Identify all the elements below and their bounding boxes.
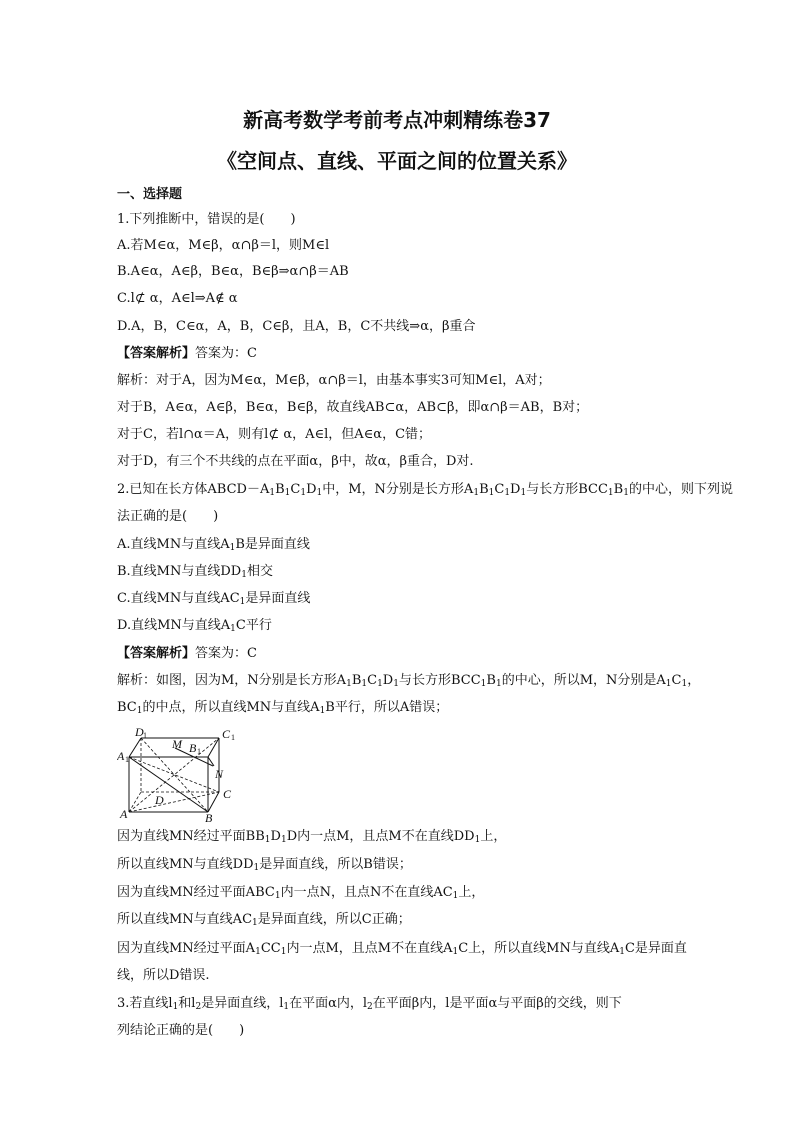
label-b: B	[205, 811, 213, 822]
cuboid-figure	[117, 728, 242, 822]
page-subtitle: 《空间点、直线、平面之间的位置关系》	[217, 149, 577, 173]
subscript: 1	[319, 706, 326, 716]
subscript: 1	[269, 488, 276, 498]
q2-proof-part: 是异面直线，所以C正确；	[257, 912, 411, 927]
q2-proof-part: 上，	[480, 829, 507, 844]
subscript: 1	[681, 679, 688, 689]
subscript: 1	[607, 488, 614, 498]
q2-answer	[117, 645, 257, 663]
label-b1: B	[189, 741, 197, 755]
label-c: C	[223, 787, 232, 801]
q2-stem: 2.已知在长方体$ABCD-A_1B_1C_1D_1$中，M，N分别是长方形$A_1B_1C_1D_1$与长方形$BCC_1B_1$的中心，则下列说	[117, 482, 733, 498]
q2-stem-line2: 法正确的是( )	[117, 509, 219, 524]
q2-option-c-part: 是异面直线	[245, 591, 311, 606]
q2-proof-part: 内一点M，且点M不在直线A	[286, 941, 453, 956]
q3-stem-part: 在平面β内，l是平面α与平面β的交线，则下	[372, 996, 622, 1011]
q1-option-c: C.l⊄ α，A∈l⇒A∉ α	[117, 291, 238, 306]
q1-answer-text: 答案为：C	[195, 346, 257, 361]
q3-stem-part: 在平面α内，l	[289, 996, 368, 1011]
edge-a1d1	[129, 738, 141, 757]
q2-exp-part: 与长方形BCC	[398, 673, 481, 688]
subscript: 1	[474, 835, 481, 845]
q2-option-c-part: C.直线MN与直线AC	[117, 591, 240, 606]
q1-explanation-1: 解析：对于A，因为M∈α，M∈β，α∩β＝l，由基本事实3可知M∈l，A对；	[117, 373, 551, 388]
q2-proof-part: 因为直线MN经过平面A	[117, 941, 256, 956]
subscript: 1	[280, 835, 287, 845]
subscript: 1	[623, 488, 629, 498]
subscript: 1	[283, 1002, 290, 1012]
page-title: 新高考数学考前考点冲刺精练卷37	[243, 108, 551, 132]
subscript: 1	[520, 488, 527, 498]
q2-proof-5	[117, 940, 687, 958]
q2-proof-3	[117, 884, 484, 902]
q1-option-d: D.A，B，C∈α，A，B，C∈β，且A，B，C不共线⇒α，β重合	[117, 319, 476, 334]
q2-proof-part: 内一点N，且点N不在直线AC	[280, 885, 453, 900]
q2-exp-part: B平行，所以A错误；	[325, 700, 449, 715]
label-sub: 1	[125, 755, 129, 764]
subscript: 1	[452, 947, 459, 957]
subscript: 1	[230, 624, 236, 634]
subscript: 1	[452, 891, 459, 901]
subscript: 1	[136, 706, 143, 716]
q2-proof-4	[117, 911, 411, 929]
q2-proof-part: 所以直线MN与直线DD	[117, 857, 254, 872]
q2-stem-part: 的中心，则下列说	[628, 482, 733, 497]
q2-exp-part: 解析：如图，因为M，N分别是长方形A	[117, 673, 347, 688]
q1-answer	[117, 345, 257, 363]
q2-option-b-part: 相交	[246, 564, 273, 579]
label-sub: 1	[231, 733, 235, 742]
subscript: 1	[300, 488, 307, 498]
subscript: 1	[274, 891, 281, 901]
q2-stem-part: 中，M，N分别是长方形A	[322, 482, 474, 497]
label-n: N	[215, 767, 224, 781]
q2-proof-part: CC	[260, 941, 281, 956]
q2-proof-part: D内一点M，且点M不在直线DD	[286, 829, 475, 844]
label-sub: 1	[143, 731, 147, 740]
subscript: 1	[241, 570, 247, 580]
label-a: A	[120, 807, 128, 821]
subscript: 1	[619, 947, 625, 957]
subscript: 1	[255, 947, 261, 957]
q2-proof-part: C是异面直	[624, 941, 687, 956]
subscript: 1	[346, 679, 352, 689]
q2-option-a-part: A.直线MN与直线A	[117, 537, 230, 552]
q2-explanation-1: 解析：如图，因为M，N分别是长方形$A_1B_1C_1D_1$与长方形$BCC_1B_1$的中心，所以M，N分别是$A_1C_1$，	[117, 673, 701, 689]
q2-option-b-part: B.直线MN与直线DD	[117, 564, 242, 579]
q2-proof-2	[117, 856, 412, 874]
q2-exp-part: BC	[117, 700, 137, 715]
q1-explanation-4: 对于D，有三个不共线的点在平面α，β中，故α，β重合，D对.	[117, 454, 474, 469]
subscript: 1	[665, 679, 672, 689]
subscript: 1	[316, 488, 323, 498]
subscript: 1	[504, 488, 511, 498]
q1-stem: 1.下列推断中，错误的是( )	[117, 212, 296, 227]
q1-option-a: A.若M∈α，M∈β，α∩β＝l，则M∈l	[117, 238, 330, 253]
subscript: 1	[280, 947, 287, 957]
q2-exp-part: ，	[687, 673, 701, 688]
subscript: 1	[495, 679, 502, 689]
q2-proof-part: 上，	[458, 885, 485, 900]
q2-option-d	[117, 617, 272, 635]
subscript: 1	[229, 543, 236, 553]
q2-proof-6: 线，所以D错误.	[117, 968, 210, 983]
q1-option-b: B.A∈α，A∈β，B∈α，B∈β⇒α∩β＝AB	[117, 264, 349, 279]
q2-option-b	[117, 563, 273, 581]
section-heading: 一、选择题	[117, 187, 183, 202]
q2-explanation-2	[117, 699, 448, 717]
subscript: 1	[361, 679, 368, 689]
answer-tag: 【答案解析】	[117, 346, 196, 361]
q3-stem-part: 3.若直线l	[117, 996, 173, 1011]
q2-stem-part: 与长方形BCC	[526, 482, 608, 497]
q2-proof-part: 所以直线MN与直线AC	[117, 912, 253, 927]
q2-proof-part: 因为直线MN经过平面BB	[117, 829, 265, 844]
q1-explanation-3: 对于C，若l∩α＝A，则有l⊄ α，A∈l，但A∈α，C错；	[117, 427, 432, 442]
edge-b1c1	[208, 738, 219, 757]
label-sub: 1	[197, 747, 201, 756]
label-d-bottom: D	[155, 793, 164, 807]
subscript: 2	[195, 1002, 202, 1012]
q2-option-d-part: D.直线MN与直线A	[117, 618, 231, 633]
q1-explanation-2: 对于B，A∈α，A∈β，B∈α，B∈β，故直线AB⊂α，AB⊂β，即α∩β＝AB，B对；	[117, 400, 589, 415]
q2-proof-part: C上，所以直线MN与直线A	[458, 941, 620, 956]
subscript: 1	[377, 679, 383, 689]
subscript: 1	[488, 488, 495, 498]
subscript: 1	[239, 597, 246, 607]
q2-option-a	[117, 536, 310, 554]
q2-option-a-part: B是异面直线	[235, 537, 310, 552]
subscript: 2	[367, 1002, 373, 1012]
answer-tag: 【答案解析】	[117, 646, 196, 661]
subscript: 1	[172, 1002, 179, 1012]
q2-exp-part: 的中点，所以直线MN与直线A	[142, 700, 320, 715]
q2-proof-1: 因为直线MN经过平面$BB_1D_1D$内一点M，且点M不在直线$DD_1$上，	[117, 829, 507, 845]
subscript: 1	[252, 918, 258, 928]
subscript: 1	[264, 835, 271, 845]
subscript: 1	[473, 488, 480, 498]
subscript: 1	[284, 488, 291, 498]
label-d: D	[135, 728, 144, 739]
q2-exp-part: 的中心，所以M，N分别是A	[501, 673, 666, 688]
q3-stem-part: 和l	[178, 996, 196, 1011]
q2-stem-part: 2.已知在长方体ABCD－A	[117, 482, 270, 497]
label-a1: A	[117, 749, 125, 763]
edge-bc	[208, 792, 219, 812]
q3-stem-line2: 列结论正确的是( )	[117, 1023, 245, 1038]
subscript: 1	[480, 679, 487, 689]
q2-option-c	[117, 590, 310, 608]
q3-stem-part: 是异面直线，l	[201, 996, 284, 1011]
label-m: M	[172, 737, 182, 751]
q2-proof-part: 因为直线MN经过平面ABC	[117, 885, 275, 900]
q2-proof-part: 是异面直线，所以B错误；	[259, 857, 412, 872]
q2-option-d-part: C平行	[235, 618, 272, 633]
edge-ad-hidden	[129, 792, 141, 812]
subscript: 1	[253, 863, 260, 873]
label-c1: C	[222, 728, 231, 741]
q3-stem	[117, 995, 622, 1013]
q2-answer-text: 答案为：C	[195, 646, 257, 661]
subscript: 1	[393, 679, 399, 689]
